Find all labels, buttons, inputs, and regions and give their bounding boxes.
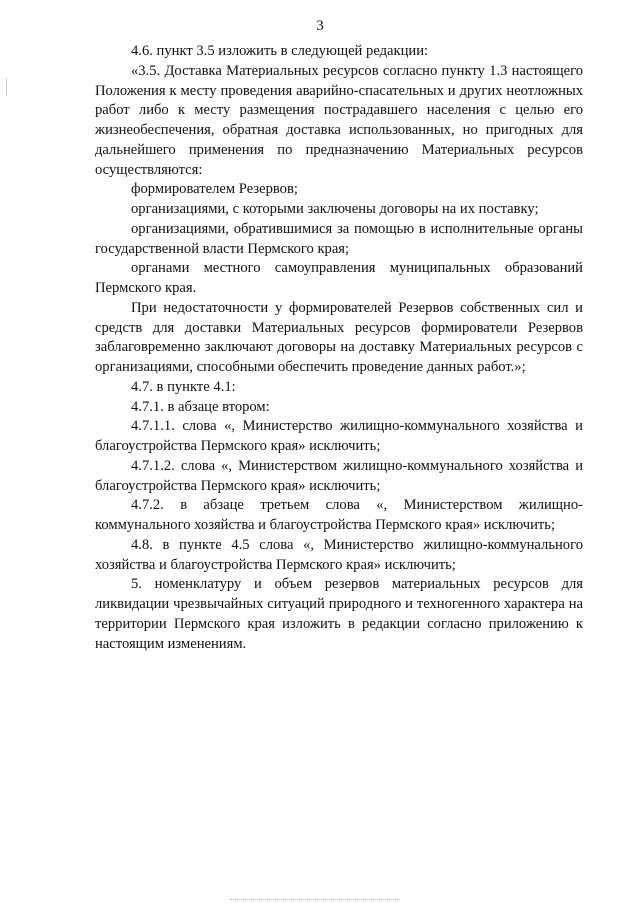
page-number: 3: [316, 18, 324, 34]
list-item-formirovatel: формирователем Резервов;: [131, 181, 298, 198]
paragraph-4-7: 4.7. в пункте 4.1:: [131, 378, 236, 395]
scan-bottom-edge: [230, 899, 400, 902]
paragraph-5: 5. номенклатуру и объем резервов материальных ресурсов для ликвидации чрезвычайных ситуаций природного и техногенного характера на территории Пермского края изложить в редакции согласно приложению к настоящим изменениям.: [95, 576, 583, 652]
paragraph-insufficiency: При недостаточности у формирователей Резервов собственных сил и средств для доставки Материальных ресурсов формирователи Резервов заблаговременно заключают договоры на доставку Материальных ресурсов с организациями, способными обеспечить проведение данных работ.»;: [95, 299, 583, 375]
paragraph-4-7-1-1: 4.7.1.1. слова «, Министерство жилищно-коммунального хозяйства и благоустройства Пермского края» исключить;: [95, 418, 583, 454]
document-body: [95, 42, 583, 654]
paragraph-4-7-1-2: 4.7.1.2. слова «, Министерством жилищно-коммунального хозяйства и благоустройства Пермского края» исключить;: [95, 457, 583, 494]
paragraph-4-7-2: 4.7.2. в абзаце третьем слова «, Министерством жилищно-коммунального хозяйства и благоустройства Пермского края» исключить;: [95, 497, 583, 533]
paragraph-4-8: 4.8. в пункте 4.5 слова «, Министерство жилищно-коммунального хозяйства и благоустройства Пермского края» исключить;: [95, 536, 583, 573]
list-item-local-government: органами местного самоуправления муниципальных образований Пермского края.: [95, 260, 583, 296]
list-item-organizations-help: организациями, обратившимися за помощью в исполнительные органы государственной власти Пермского края;: [95, 220, 583, 257]
list-item-organizations-contracts: организациями, с которыми заключены договоры на их поставку;: [131, 201, 539, 217]
margin-mark: [6, 78, 7, 96]
paragraph-3-5: «3.5. Доставка Материальных ресурсов согласно пункту 1.3 настоящего Положения к месту проведения аварийно-спасательных и других неотложных работ либо к месту размещения пострадавшего населения с целью его жизнеобеспечения, обратная доставка использованных, но пригодных для дальнейшего применения по предназначению Материальных ресурсов осуществляются:: [95, 62, 583, 178]
paragraph-4-7-1: 4.7.1. в абзаце втором:: [131, 398, 270, 415]
paragraph-4-6: 4.6. пункт 3.5 изложить в следующей редакции:: [131, 43, 429, 59]
